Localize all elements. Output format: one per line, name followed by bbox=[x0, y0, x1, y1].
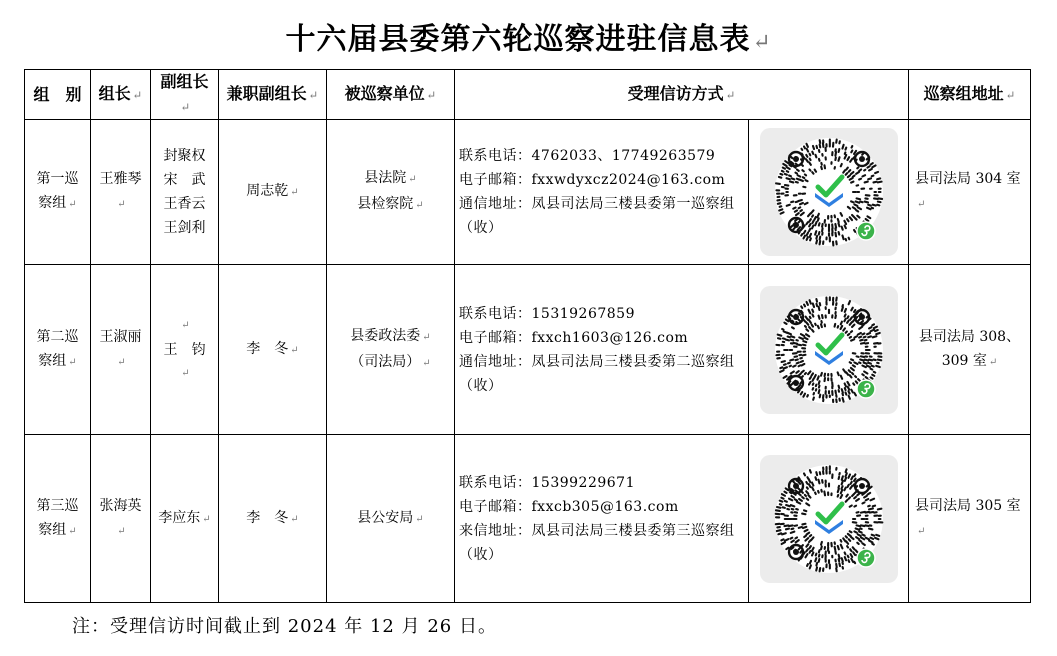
header-unit: 被巡察单位 ↵ bbox=[327, 70, 455, 120]
table-row bbox=[25, 435, 1031, 603]
address-cell: 县司法局 305 室↵ bbox=[909, 435, 1031, 603]
header-parttime: 兼职副组长 ↵ bbox=[219, 70, 327, 120]
group-cell: 第二巡察组 ↵ bbox=[25, 265, 91, 435]
header-contact: 受理信访方式 ↵ bbox=[455, 70, 909, 120]
unit-cell: 县公安局 ↵ bbox=[327, 435, 455, 603]
deputy-cell: 李应东 ↵ bbox=[151, 435, 219, 603]
leader-cell: 张海英↵ bbox=[91, 435, 151, 603]
contact-cell bbox=[455, 435, 749, 603]
unit-cell: 县委政法委 ↵ （司法局） ↵ bbox=[327, 265, 455, 435]
table-row bbox=[25, 120, 1031, 265]
header-leader: 组长 ↵ bbox=[91, 70, 151, 120]
group-cell: 第一巡察组 ↵ bbox=[25, 120, 91, 265]
info-table bbox=[24, 69, 1031, 603]
header-group: 组 别 bbox=[25, 70, 91, 120]
leader-cell: 王雅琴↵ bbox=[91, 120, 151, 265]
postal-text: 来信地址：凤县司法局三楼县委第三巡察组（收） bbox=[459, 522, 735, 563]
qr-code-icon[interactable] bbox=[774, 137, 884, 247]
qr-cell bbox=[749, 120, 909, 265]
table-header-row bbox=[25, 70, 1031, 120]
header-deputy: 副组长↵ bbox=[151, 70, 219, 120]
paragraph-mark-icon: ↵ bbox=[752, 30, 772, 55]
postal-text: 通信地址：凤县司法局三楼县委第二巡察组（收） bbox=[459, 353, 735, 394]
qr-code-icon[interactable] bbox=[774, 295, 884, 405]
contact-cell bbox=[455, 120, 749, 265]
page-title bbox=[0, 14, 1057, 58]
leader-cell: 王淑丽↵ bbox=[91, 265, 151, 435]
parttime-cell: 周志乾 ↵ bbox=[219, 120, 327, 265]
parttime-cell: 李 冬 ↵ bbox=[219, 435, 327, 603]
qr-cell bbox=[749, 435, 909, 603]
deputy-cell: ↵ 王 钧 ↵ bbox=[151, 265, 219, 435]
address-cell: 县司法局 308、309 室 ↵ bbox=[909, 265, 1031, 435]
group-cell: 第三巡察组 ↵ bbox=[25, 435, 91, 603]
phone-text: 联系电话：15319267859 bbox=[459, 305, 635, 322]
email-text: 电子邮箱：fxxwdyxcz2024@163.com bbox=[459, 172, 726, 188]
parttime-cell: 李 冬 ↵ bbox=[219, 265, 327, 435]
phone-text: 联系电话：15399229671 bbox=[459, 474, 635, 491]
postal-text: 通信地址：凤县司法局三楼县委第一巡察组（收） bbox=[459, 196, 735, 236]
qr-code-icon[interactable] bbox=[774, 464, 884, 574]
phone-text: 联系电话：4762033、17749263579 bbox=[459, 148, 716, 164]
footnote: 注：受理信访时间截止到 2024 年 12 月 26 日。 bbox=[72, 616, 497, 637]
table-row bbox=[25, 265, 1031, 435]
contact-cell bbox=[455, 265, 749, 435]
email-text: 电子邮箱：fxxcb305@163.com bbox=[459, 498, 679, 515]
address-cell: 县司法局 304 室↵ bbox=[909, 120, 1031, 265]
qr-cell bbox=[749, 265, 909, 435]
title-text: 十六届县委第六轮巡察进驻信息表 bbox=[285, 22, 751, 57]
header-address: 巡察组地址 ↵ bbox=[909, 70, 1031, 120]
deputy-cell: 封聚权 宋 武 王香云 王剑利 bbox=[151, 120, 219, 265]
unit-cell: 县法院 ↵ 县检察院 ↵ bbox=[327, 120, 455, 265]
email-text: 电子邮箱：fxxch1603@126.com bbox=[459, 329, 689, 346]
